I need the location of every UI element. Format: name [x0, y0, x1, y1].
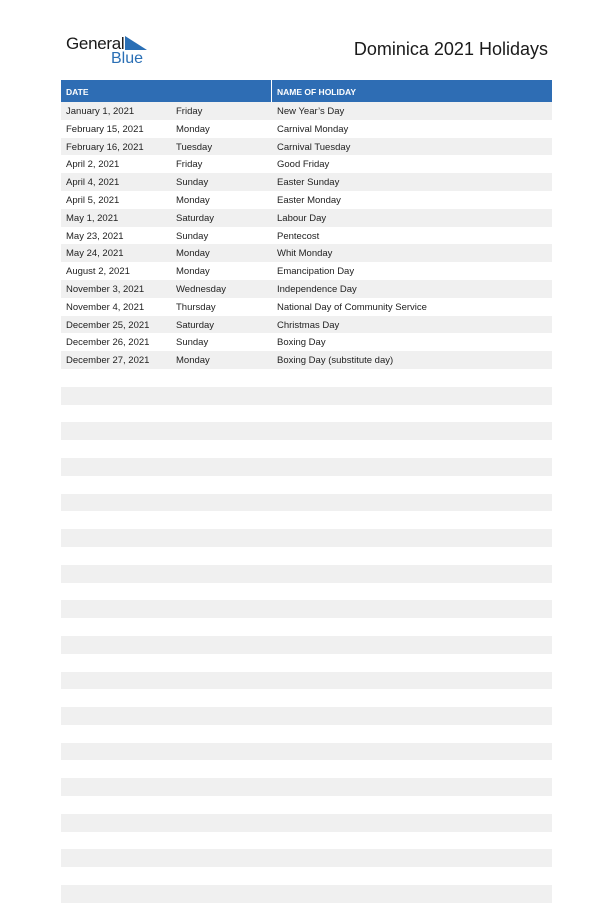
- holiday-weekday: Monday: [176, 194, 210, 206]
- table-row: [61, 422, 552, 440]
- holiday-weekday: Monday: [176, 248, 210, 260]
- table-row: [61, 458, 552, 476]
- column-divider: [271, 80, 272, 102]
- table-row: [61, 654, 552, 672]
- logo: [66, 34, 156, 68]
- holiday-weekday: Sunday: [176, 230, 209, 242]
- page-title: Dominica 2021 Holidays: [353, 39, 548, 59]
- holiday-name: Carnival Tuesday: [277, 141, 351, 153]
- holiday-date: February 15, 2021: [66, 123, 144, 135]
- holiday-date: December 27, 2021: [66, 355, 150, 367]
- holiday-weekday: Tuesday: [176, 141, 213, 153]
- table-row: [61, 155, 552, 173]
- table-row: [61, 600, 552, 618]
- holiday-weekday: Saturday: [176, 212, 215, 224]
- page-header: [0, 0, 612, 80]
- holiday-name: Whit Monday: [277, 248, 333, 260]
- table-row: [61, 351, 552, 369]
- holiday-weekday: Friday: [176, 159, 203, 171]
- holiday-weekday: Saturday: [176, 319, 215, 331]
- table-row: [61, 832, 552, 850]
- holiday-date: February 16, 2021: [66, 141, 144, 153]
- holiday-weekday: Friday: [176, 106, 203, 117]
- table-row: [61, 511, 552, 529]
- table-row: [61, 102, 552, 120]
- holiday-name: Carnival Monday: [277, 123, 349, 135]
- table-row: [61, 672, 552, 690]
- holiday-name: Emancipation Day: [277, 266, 355, 278]
- holiday-name: Labour Day: [277, 212, 327, 224]
- column-header-holiday-name: NAME OF HOLIDAY: [277, 87, 357, 97]
- holiday-weekday: Monday: [176, 123, 210, 135]
- table-row: [61, 885, 552, 903]
- table-row: [61, 583, 552, 601]
- table-row: [61, 369, 552, 387]
- table-row: [61, 227, 552, 245]
- holiday-name: Good Friday: [277, 159, 330, 171]
- holiday-date: November 4, 2021: [66, 301, 145, 313]
- holiday-weekday: Monday: [176, 266, 210, 278]
- table-row: [61, 387, 552, 405]
- table-row: [61, 618, 552, 636]
- holiday-date: December 26, 2021: [66, 337, 150, 349]
- holiday-date: November 3, 2021: [66, 283, 145, 295]
- table-row: [61, 743, 552, 761]
- table-row: [61, 476, 552, 494]
- table-row: [61, 209, 552, 227]
- holiday-date: May 1, 2021: [66, 212, 119, 224]
- holiday-name: Boxing Day: [277, 337, 326, 349]
- table-row: [61, 867, 552, 885]
- table-row: [61, 440, 552, 458]
- table-row: [61, 191, 552, 209]
- table-row: [61, 333, 552, 351]
- holiday-name: Independence Day: [277, 283, 357, 295]
- table-row: [61, 298, 552, 316]
- logo-triangle-icon: [125, 36, 147, 50]
- holiday-weekday: Sunday: [176, 337, 209, 349]
- holiday-name: Christmas Day: [277, 319, 340, 331]
- table-row: [61, 280, 552, 298]
- table-row: [61, 849, 552, 867]
- table-row: [61, 689, 552, 707]
- holiday-table: [61, 80, 552, 903]
- table-row: [61, 796, 552, 814]
- table-row: [61, 547, 552, 565]
- holiday-name: National Day of Community Service: [277, 301, 427, 313]
- holiday-date: April 4, 2021: [66, 177, 120, 189]
- holiday-date: May 23, 2021: [66, 230, 124, 242]
- table-row: [61, 262, 552, 280]
- holiday-date: April 2, 2021: [66, 159, 120, 171]
- table-row: [61, 138, 552, 156]
- holiday-name: Pentecost: [277, 230, 320, 242]
- table-row: [61, 725, 552, 743]
- holiday-weekday: Wednesday: [176, 283, 226, 295]
- holiday-date: May 24, 2021: [66, 248, 124, 260]
- table-row: [61, 120, 552, 138]
- holiday-weekday: Monday: [176, 355, 210, 367]
- table-row: [61, 173, 552, 191]
- table-row: [61, 316, 552, 334]
- table-row: [61, 494, 552, 512]
- table-body: [61, 102, 552, 903]
- holiday-name: Boxing Day (substitute day): [277, 355, 394, 367]
- holiday-weekday: Thursday: [176, 301, 216, 313]
- holiday-name: New Year’s Day: [277, 106, 345, 117]
- column-header-date: DATE: [66, 87, 89, 97]
- logo-text-blue: Blue: [111, 50, 144, 67]
- table-header: [61, 80, 552, 102]
- holiday-date: August 2, 2021: [66, 266, 130, 278]
- table-row: [61, 405, 552, 423]
- table-row: [61, 636, 552, 654]
- holiday-weekday: Sunday: [176, 177, 209, 189]
- table-row: [61, 760, 552, 778]
- holiday-name: Easter Sunday: [277, 177, 340, 189]
- table-row: [61, 565, 552, 583]
- holiday-name: Easter Monday: [277, 194, 341, 206]
- logo-text-general: General: [66, 34, 125, 53]
- table-row: [61, 707, 552, 725]
- table-row: [61, 778, 552, 796]
- table-row: [61, 529, 552, 547]
- holiday-date: December 25, 2021: [66, 319, 150, 331]
- table-row: [61, 244, 552, 262]
- table-row: [61, 814, 552, 832]
- holiday-date: January 1, 2021: [66, 106, 135, 117]
- holiday-date: April 5, 2021: [66, 194, 120, 206]
